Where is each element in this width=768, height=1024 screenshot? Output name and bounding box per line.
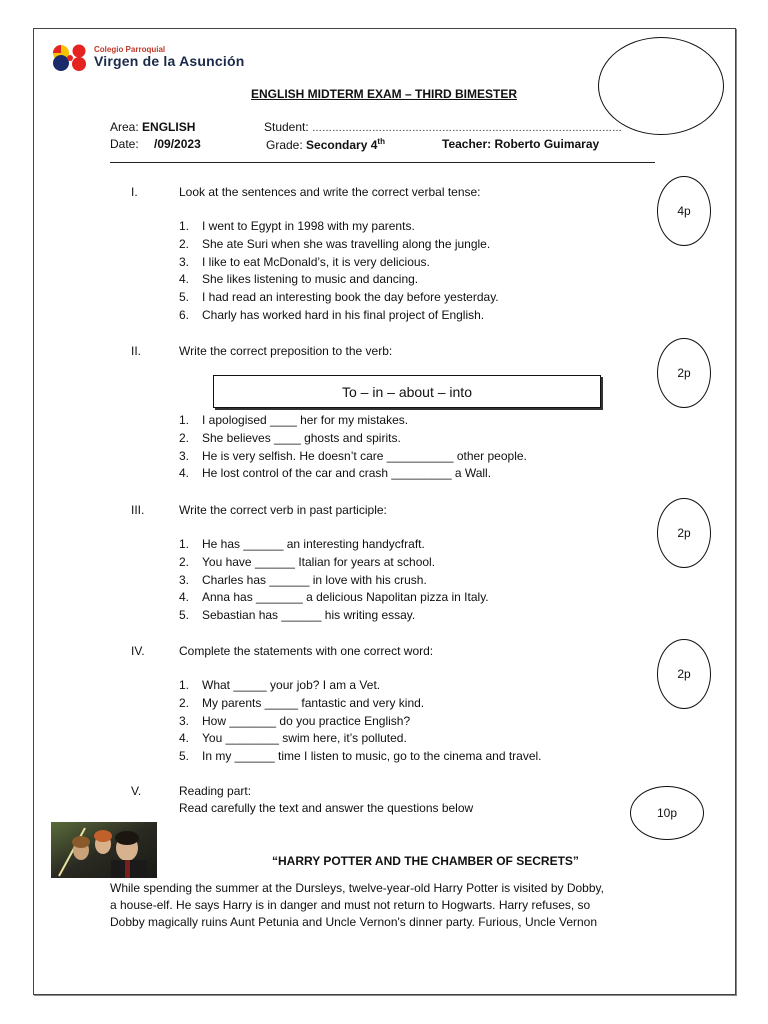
list-item: 3. I like to eat McDonald’s, it is very delicious. — [179, 254, 430, 269]
section-5-instruction-2: Read carefully the text and answer the questions below — [179, 801, 474, 815]
list-item: 5. I had read an interesting book the day before yesterday. — [179, 290, 499, 305]
section-1-list — [179, 218, 499, 325]
list-item: 1. He has ______ an interesting handycfraft. — [179, 537, 425, 551]
section-4-list — [179, 677, 542, 766]
harry-potter-image — [51, 822, 157, 878]
reading-line: Dobby magically ruins Aunt Petunia and Uncle Vernon's dinner party. Furious, Uncle Vernon — [110, 915, 598, 929]
list-item: 1. I went to Egypt in 1998 with my parents. — [179, 219, 415, 233]
section-2-number: II. — [131, 344, 142, 358]
list-item: 4. Anna has _______ a delicious Napolitan pizza in Italy. — [179, 590, 489, 605]
school-name: Virgen de la Asunción — [94, 53, 245, 69]
section-1-score: 4p — [657, 176, 711, 246]
exam-title: ENGLISH MIDTERM EXAM – THIRD BIMESTER — [250, 87, 517, 101]
list-item: 6. Charly has worked hard in his final project of English. — [179, 307, 485, 322]
section-4-instruction: Complete the statements with one correct word: — [179, 644, 434, 658]
section-2-instruction: Write the correct preposition to the verb: — [179, 344, 393, 358]
area-field: Area: ENGLISH — [110, 120, 196, 134]
preposition-word-box: To – in – about – into — [213, 375, 601, 408]
section-3-list — [179, 536, 489, 625]
school-small-name: Colegio Parroquial — [94, 45, 166, 54]
student-field: Student: ………………………………………………………………………………… — [264, 120, 623, 134]
section-5-number: V. — [131, 784, 142, 798]
reading-title: “HARRY POTTER AND THE CHAMBER OF SECRETS” — [272, 854, 579, 868]
section-1-instruction: Look at the sentences and write the correct verbal tense: — [179, 185, 481, 199]
list-item: 4. He lost control of the car and crash _________ a Wall. — [179, 466, 492, 481]
section-4-number: IV. — [131, 644, 145, 658]
list-item: 3. He is very selfish. He doesn’t care __________ other people. — [179, 448, 527, 463]
list-item: 1. I apologised ____ her for my mistakes. — [179, 413, 409, 427]
teacher-field: Teacher: Roberto Guimaray — [442, 137, 600, 151]
list-item: 3. How _______ do you practice English? — [179, 713, 411, 728]
section-2-score: 2p — [657, 338, 711, 408]
reading-text — [110, 880, 658, 931]
header-divider — [110, 162, 655, 163]
list-item: 4. She likes listening to music and dancing. — [179, 272, 419, 287]
date-field: Date: /09/2023 — [110, 137, 201, 151]
list-item: 2. My parents _____ fantastic and very kind. — [179, 695, 425, 710]
section-3-instruction: Write the correct verb in past participle: — [179, 503, 387, 517]
reading-line: While spending the summer at the Dursleys, twelve-year-old Harry Potter is visited by Dobby, — [110, 881, 604, 895]
section-1-number: I. — [131, 185, 138, 199]
section-5-instruction: Reading part: — [179, 784, 252, 798]
school-logo-icon — [52, 44, 88, 72]
list-item: 5. Sebastian has ______ his writing essay. — [179, 608, 416, 623]
list-item: 2. She ate Suri when she was travelling along the jungle. — [179, 236, 491, 251]
list-item: 3. Charles has ______ in love with his crush. — [179, 572, 427, 587]
grade-field: Grade: Secondary 4th — [266, 137, 385, 152]
section-4-score: 2p — [657, 639, 711, 709]
list-item: 2. You have ______ Italian for years at school. — [179, 554, 436, 569]
list-item: 2. She believes ____ ghosts and spirits. — [179, 430, 401, 445]
section-3-score: 2p — [657, 498, 711, 568]
section-2-list — [179, 412, 527, 483]
list-item: 4. You ________ swim here, it’s polluted. — [179, 731, 407, 746]
list-item: 5. In my ______ time I listen to music, go to the cinema and travel. — [179, 749, 542, 764]
section-3-number: III. — [131, 503, 145, 517]
section-5-score: 10p — [630, 786, 704, 840]
reading-line: a house-elf. He says Harry is in danger and must not return to Hogwarts. Harry refuses, so — [110, 898, 591, 912]
list-item: 1. What _____ your job? I am a Vet. — [179, 678, 381, 692]
